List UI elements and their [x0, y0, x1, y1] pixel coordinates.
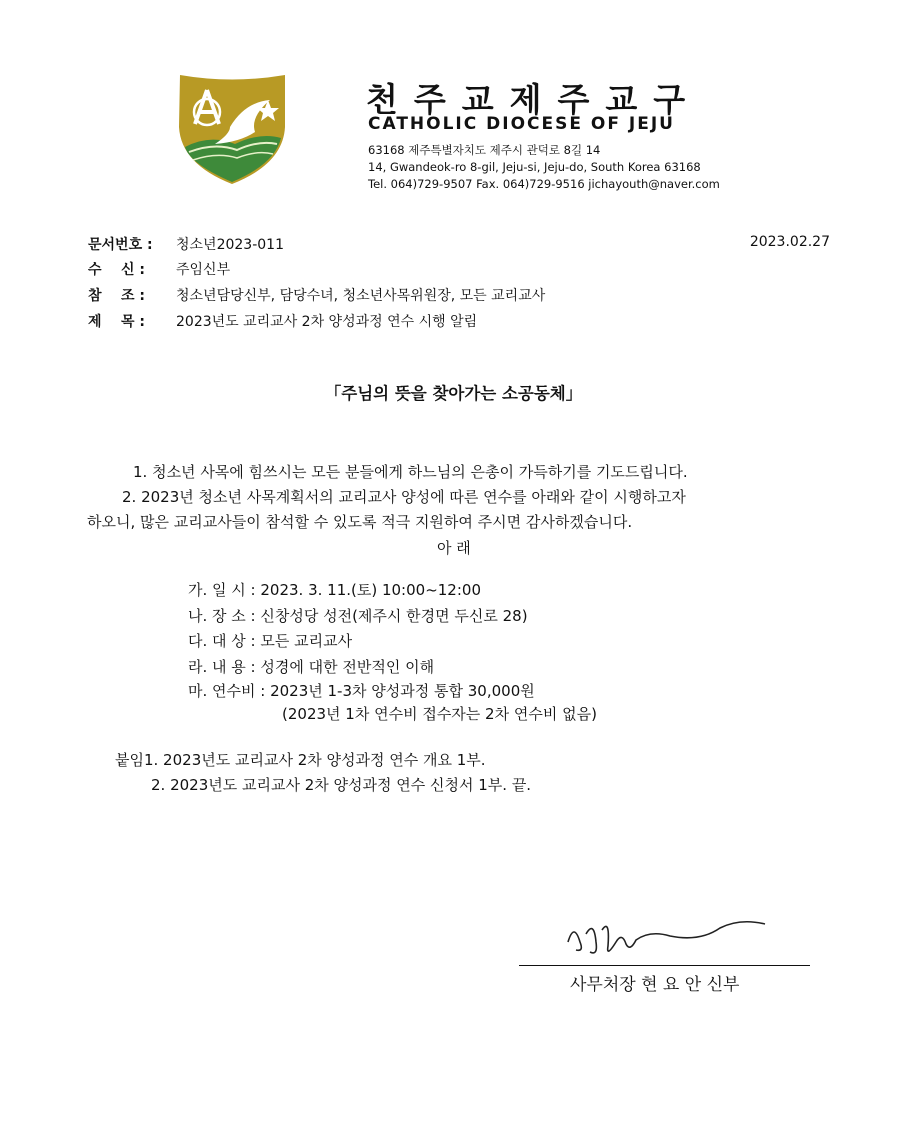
- detail-item: 가. 일 시 : 2023. 3. 11.(토) 10:00~12:00: [188, 581, 481, 599]
- recipient: 주임신부: [176, 262, 231, 278]
- detail-item: 라. 내 용 : 성경에 대한 전반적인 이해: [188, 658, 435, 676]
- paragraph-2-line-1: 2. 2023년 청소년 사목계획서의 교리교사 양성에 따른 연수를 아래와 같이 시행하고자: [122, 488, 686, 506]
- detail-item: 다. 대 상 : 모든 교리교사: [188, 632, 353, 650]
- detail-item: 나. 장 소 : 신창성당 성전(제주시 한경면 두신로 28): [188, 607, 528, 625]
- doc-date: 2023.02.27: [749, 234, 830, 250]
- org-name-en: CATHOLIC DIOCESE OF JEJU: [368, 114, 675, 134]
- handwritten-signature: [560, 912, 770, 962]
- signature-line: [519, 965, 810, 966]
- address-en: 14, Gwandeok-ro 8-gil, Jeju-si, Jeju-do, South Korea 63168: [368, 160, 701, 174]
- doc-no: 청소년2023-011: [176, 237, 284, 253]
- detail-item: 마. 연수비 : 2023년 1-3차 양성과정 통합 30,000원: [188, 682, 535, 700]
- diocese-emblem-icon: [175, 72, 290, 187]
- attachment-1: 붙임1. 2023년도 교리교사 2차 양성과정 연수 개요 1부.: [115, 751, 486, 769]
- paragraph-2-line-2: 하오니, 많은 교리교사들이 참석할 수 있도록 적극 지원하여 주시면 감사하겠습니다.: [87, 513, 633, 531]
- motto: 「주님의 뜻을 찾아가는 소공동체」: [324, 384, 583, 403]
- subject-label: 제 목 :: [88, 314, 146, 330]
- below-heading: 아 래: [437, 539, 471, 557]
- subject: 2023년도 교리교사 2차 양성과정 연수 시행 알림: [176, 314, 478, 330]
- attachment-2: 2. 2023년도 교리교사 2차 양성과정 연수 신청서 1부. 끝.: [151, 776, 532, 794]
- cc: 청소년담당신부, 담당수녀, 청소년사목위원장, 모든 교리교사: [176, 288, 546, 304]
- org-name-ko: 천주교제주교구: [366, 80, 702, 119]
- address-ko: 63168 제주특별자치도 제주시 관덕로 8길 14: [368, 143, 601, 157]
- signatory-title: 사무처장 현 요 안 신부: [570, 975, 740, 995]
- contact-info: Tel. 064)729-9507 Fax. 064)729-9516 jichayouth@naver.com: [368, 177, 720, 191]
- detail-note: (2023년 1차 연수비 접수자는 2차 연수비 없음): [282, 705, 597, 723]
- recipient-label: 수 신 :: [88, 262, 146, 278]
- cc-label: 참 조 :: [88, 288, 146, 304]
- doc-no-label: 문서번호 :: [88, 237, 153, 253]
- paragraph-1: 1. 청소년 사목에 힘쓰시는 모든 분들에게 하느님의 은총이 가득하기를 기도드립니다.: [133, 463, 688, 481]
